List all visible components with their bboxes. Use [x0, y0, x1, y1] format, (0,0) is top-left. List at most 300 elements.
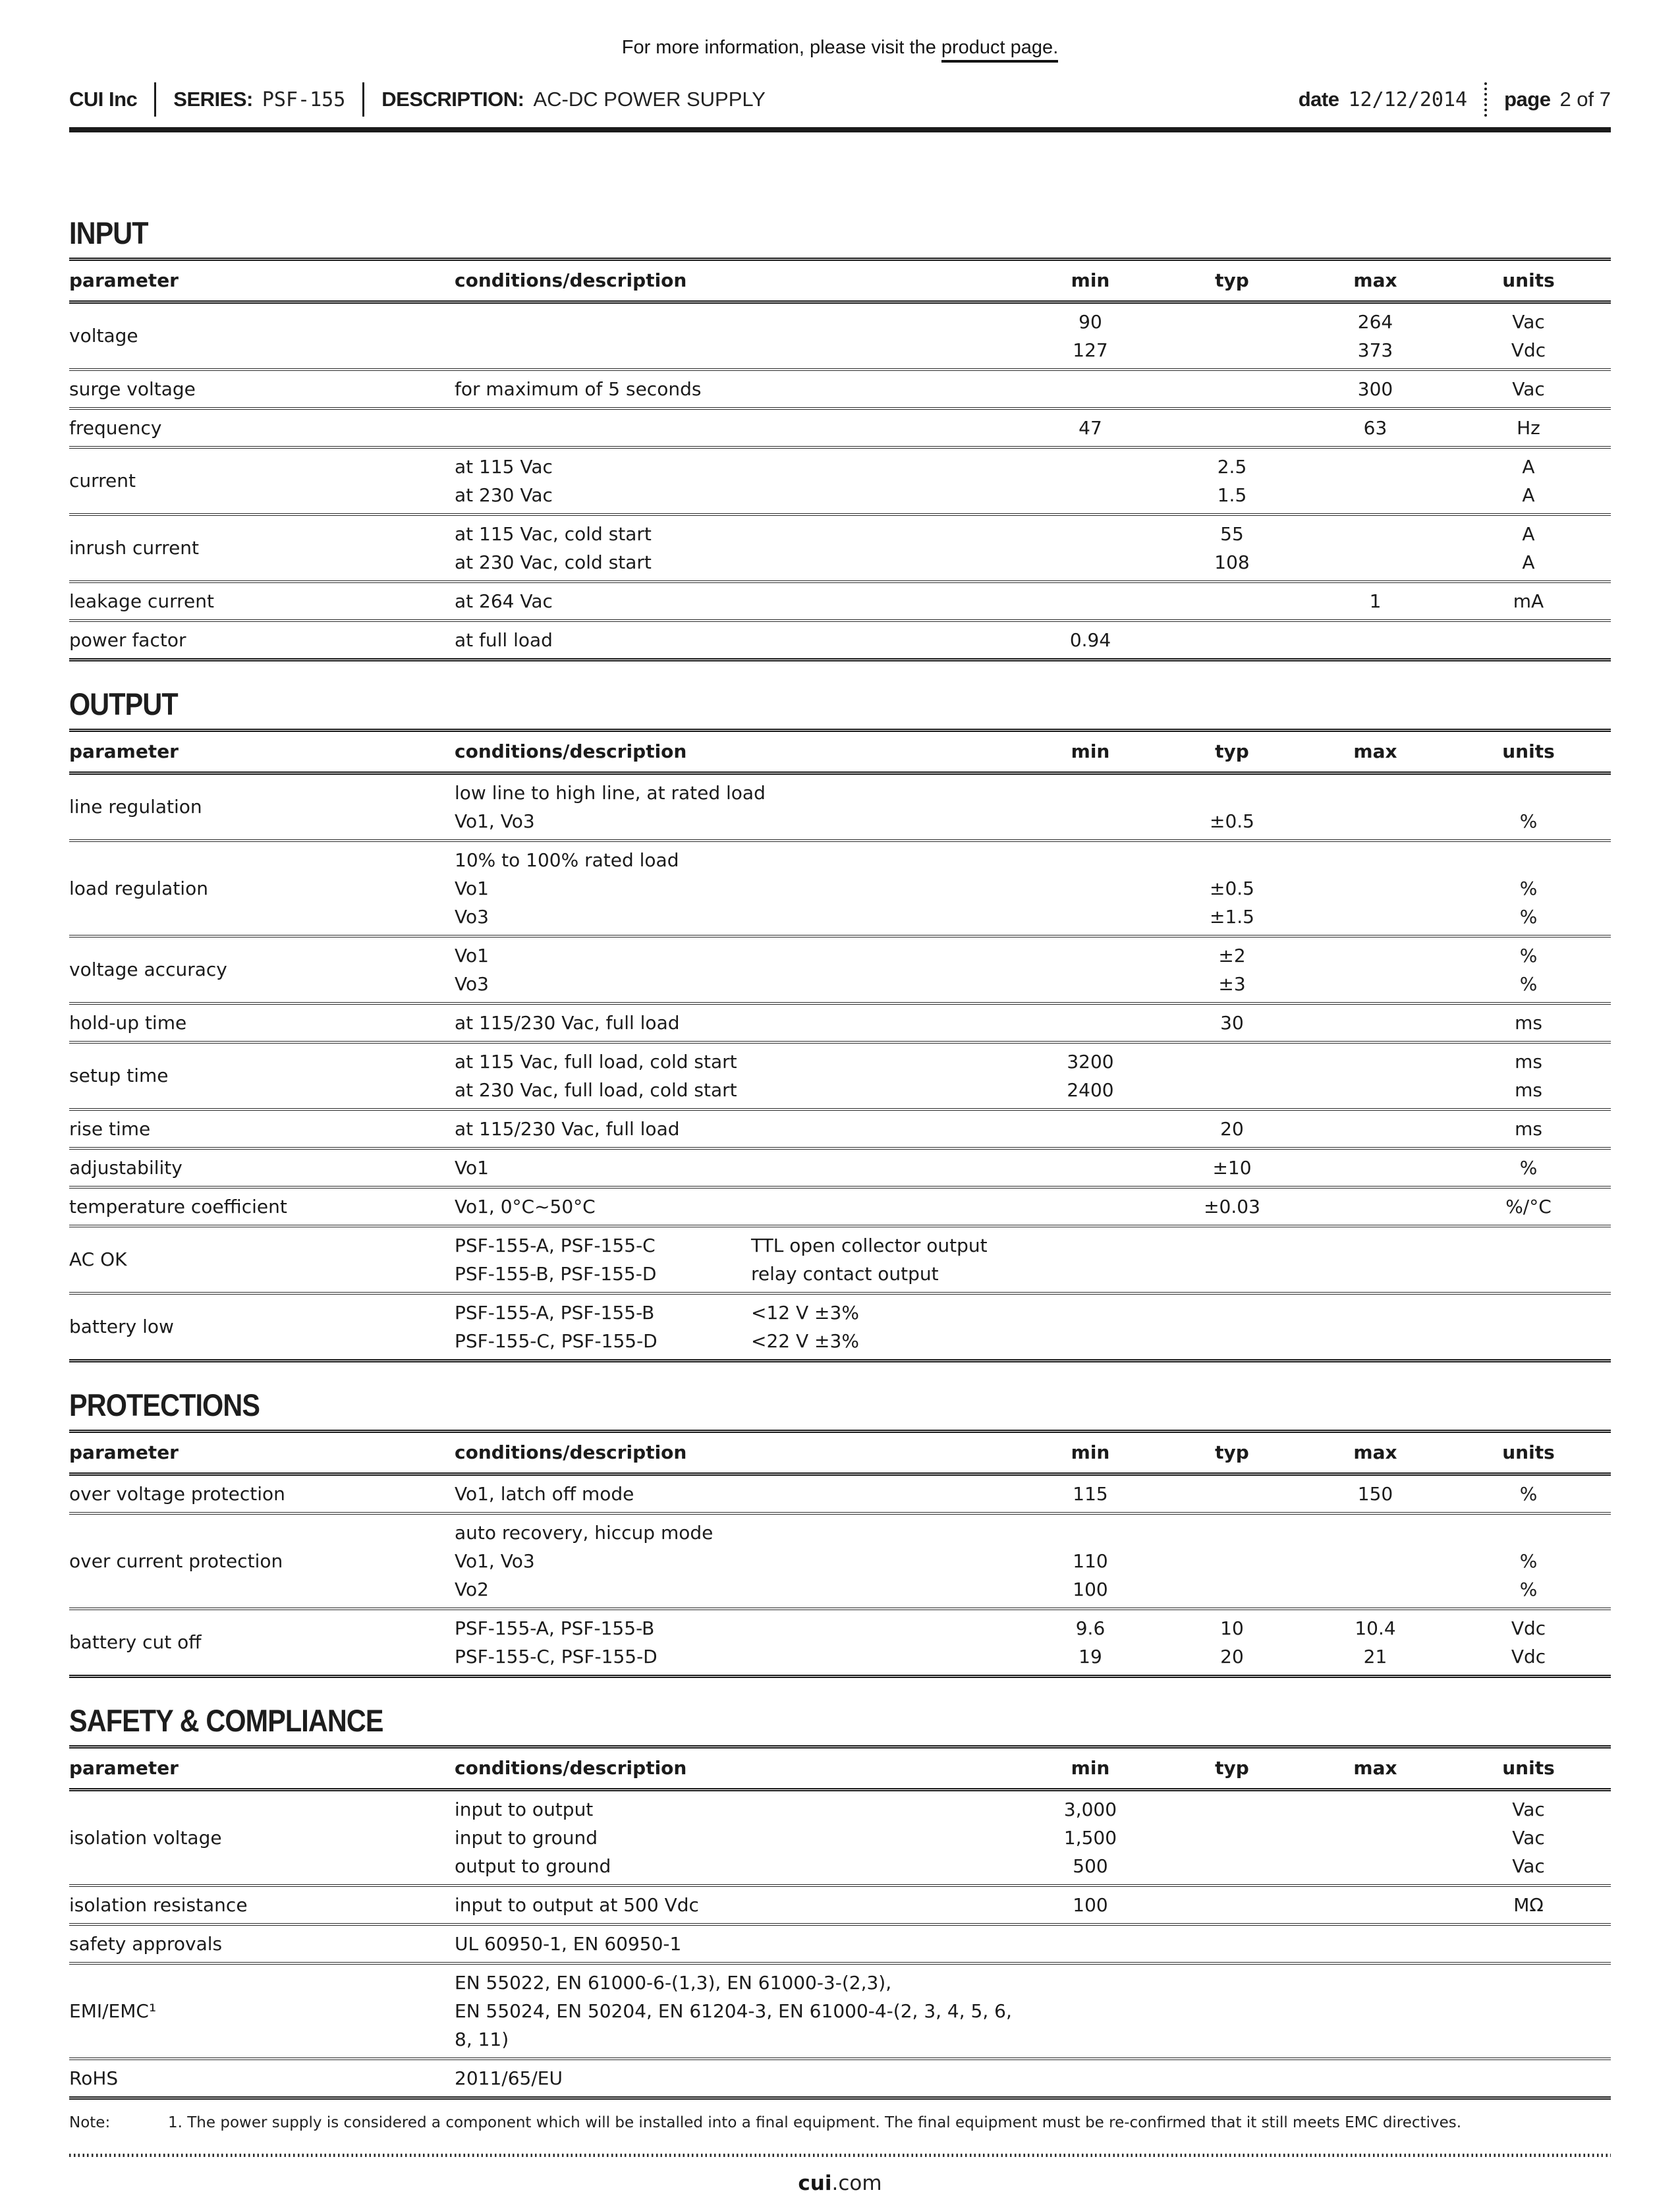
condition-models: PSF-155-B, PSF-155-D: [455, 1263, 657, 1285]
conditions-cell: Vo1: [455, 1157, 489, 1179]
parameter-cell: AC OK: [69, 1248, 127, 1270]
parameter-cell: adjustability: [69, 1156, 182, 1179]
table-row: [69, 1515, 1611, 1610]
table-header-row: [69, 1433, 1611, 1476]
max-value: [1304, 1997, 1446, 2054]
units-value: ms: [1515, 1012, 1542, 1034]
table-row: [69, 1227, 1611, 1295]
typ-value: [1160, 1547, 1304, 1575]
min-value: 0.94: [1069, 629, 1111, 651]
min-value: [1021, 520, 1160, 548]
max-value: [1304, 941, 1446, 970]
units-value: Hz: [1517, 417, 1540, 439]
row-line: [455, 587, 1611, 615]
note-block: [69, 2114, 1611, 2131]
row-lines: [455, 846, 1611, 931]
conditions-cell: [455, 1299, 1021, 1327]
section-input: [69, 215, 1611, 661]
max-value: 21: [1363, 1646, 1387, 1667]
series-label: SERIES:: [173, 88, 253, 111]
units-value: [1446, 1231, 1611, 1260]
column-header-conditions-description: conditions/description: [455, 269, 687, 291]
table-row: [69, 1111, 1611, 1150]
parameter-cell: safety approvals: [69, 1932, 223, 1955]
typ-value: 30: [1220, 1012, 1244, 1034]
typ-value: [1160, 779, 1304, 807]
row-line: [455, 548, 1611, 576]
parameter-cell: inrush current: [69, 537, 200, 559]
max-value: [1304, 1076, 1446, 1104]
conditions-cell: at 230 Vac, cold start: [455, 551, 652, 573]
conditions-cell: input to output: [455, 1799, 594, 1820]
typ-value: [1160, 1480, 1304, 1508]
conditions-cell: Vo3: [455, 906, 489, 928]
min-value: [1021, 481, 1160, 509]
max-value: [1304, 903, 1446, 931]
typ-value: 20: [1220, 1118, 1244, 1140]
min-value: [1021, 1115, 1160, 1143]
typ-value: [1160, 1969, 1304, 1997]
min-value: 500: [1073, 1855, 1108, 1877]
typ-value: [1160, 846, 1304, 874]
min-value: [1021, 1231, 1160, 1260]
footer-url: [69, 2171, 1611, 2195]
max-value: [1304, 1891, 1446, 1919]
typ-value: [1160, 1930, 1304, 1958]
min-value: 127: [1073, 339, 1108, 361]
table-row: [69, 1005, 1611, 1044]
header-rule: [69, 127, 1611, 132]
min-value: [1021, 941, 1160, 970]
row-lines: [455, 1795, 1611, 1880]
units-value: A: [1522, 523, 1535, 545]
description-value: AC-DC POWER SUPPLY: [533, 88, 766, 111]
max-value: [1304, 1824, 1446, 1852]
column-header-units: units: [1502, 269, 1555, 291]
section-output: [69, 686, 1611, 1362]
max-value: [1304, 874, 1446, 903]
min-value: 110: [1073, 1550, 1108, 1572]
min-value: [1021, 1009, 1160, 1037]
typ-value: ±3: [1218, 973, 1246, 995]
max-value: [1304, 1115, 1446, 1143]
parameter-cell: EMI/EMC¹: [69, 2000, 157, 2022]
typ-value: [1160, 587, 1304, 615]
row-line: [455, 1192, 1611, 1221]
row-lines: [455, 1480, 1611, 1508]
units-value: A: [1522, 456, 1535, 478]
min-value: 3,000: [1063, 1799, 1117, 1820]
date-label: date: [1298, 88, 1339, 111]
typ-value: [1160, 626, 1304, 654]
table-row: [69, 1791, 1611, 1887]
row-line: [455, 1048, 1611, 1076]
section-title: SAFETY & COMPLIANCE: [69, 1703, 383, 1738]
conditions-cell: EN 55022, EN 61000-6-(1,3), EN 61000-3-(2,3),: [455, 1972, 892, 1994]
max-value: [1304, 1048, 1446, 1076]
section-title: PROTECTIONS: [69, 1387, 260, 1422]
row-line: [455, 1930, 1611, 1958]
row-lines: [455, 587, 1611, 615]
min-value: [1021, 903, 1160, 931]
typ-value: [1160, 1891, 1304, 1919]
table-row: [69, 371, 1611, 410]
parameter-cell: leakage current: [69, 590, 214, 612]
row-lines: [455, 1009, 1611, 1037]
units-value: [1446, 779, 1611, 807]
column-header-conditions-description: conditions/description: [455, 1441, 687, 1463]
row-line: [455, 1824, 1611, 1852]
typ-value: ±0.03: [1204, 1196, 1260, 1217]
condition-models: PSF-155-C, PSF-155-D: [455, 1330, 658, 1352]
max-value: [1304, 807, 1446, 835]
max-value: [1304, 520, 1446, 548]
column-header-max: max: [1353, 1757, 1397, 1779]
conditions-cell: [455, 308, 1021, 336]
max-value: [1304, 1299, 1446, 1327]
min-value: [1021, 1930, 1160, 1958]
typ-value: [1160, 1824, 1304, 1852]
min-value: 100: [1073, 1579, 1108, 1600]
column-header-min: min: [1071, 741, 1110, 762]
units-value: Vac: [1512, 1855, 1545, 1877]
page-label: page: [1504, 88, 1551, 111]
units-value: Vac: [1512, 1827, 1545, 1849]
parameter-cell: surge voltage: [69, 378, 196, 400]
parameter-cell: isolation resistance: [69, 1893, 248, 1916]
table-row: [69, 516, 1611, 583]
parameter-cell: load regulation: [69, 877, 208, 899]
max-value: [1304, 1930, 1446, 1958]
conditions-cell: Vo3: [455, 973, 489, 995]
conditions-cell: Vo1, Vo3: [455, 810, 535, 832]
row-line: [455, 874, 1611, 903]
min-value: [1021, 587, 1160, 615]
row-line: [455, 779, 1611, 807]
conditions-cell: EN 55024, EN 50204, EN 61204-3, EN 61000-4-(2, 3, 4, 5, 6, 8, 11): [455, 2000, 1012, 2050]
header-left-group: [69, 82, 766, 117]
units-value: Vdc: [1511, 1646, 1546, 1667]
typ-value: [1160, 1997, 1304, 2054]
units-value: [1446, 1299, 1611, 1327]
parameter-cell: power factor: [69, 629, 186, 651]
sections: [69, 215, 1611, 2100]
units-value: %/°C: [1505, 1196, 1552, 1217]
typ-value: ±0.5: [1210, 810, 1254, 832]
column-header-units: units: [1502, 1757, 1555, 1779]
row-line: [455, 1231, 1611, 1260]
typ-value: 1.5: [1217, 484, 1247, 506]
min-value: [1021, 1192, 1160, 1221]
table-row: [69, 622, 1611, 658]
header-divider: [362, 82, 364, 117]
units-value: [1446, 1327, 1611, 1355]
min-value: [1021, 1969, 1160, 1997]
conditions-cell: Vo2: [455, 1579, 489, 1600]
series-value: PSF-155: [262, 88, 346, 111]
conditions-cell: input to ground: [455, 1827, 598, 1849]
units-value: [1446, 1519, 1611, 1547]
conditions-cell: Vo1: [455, 945, 489, 966]
max-value: [1304, 1231, 1446, 1260]
conditions-cell: 10% to 100% rated load: [455, 849, 679, 871]
parameter-cell: RoHS: [69, 2067, 119, 2089]
conditions-cell: at 264 Vac: [455, 590, 553, 612]
product-page-link[interactable]: product page.: [941, 37, 1058, 63]
row-line: [455, 453, 1611, 481]
conditions-cell: Vo1, Vo3: [455, 1550, 535, 1572]
conditions-cell: at 115/230 Vac, full load: [455, 1012, 680, 1034]
section-title: OUTPUT: [69, 686, 178, 721]
units-value: Vac: [1512, 311, 1545, 333]
conditions-cell: PSF-155-C, PSF-155-D: [455, 1646, 658, 1667]
units-value: %: [1519, 973, 1538, 995]
row-lines: [455, 1231, 1611, 1288]
conditions-cell: 2011/65/EU: [455, 2067, 563, 2089]
min-value: [1021, 1519, 1160, 1547]
condition-description: <22 V ±3%: [751, 1330, 859, 1352]
max-value: [1304, 481, 1446, 509]
min-value: 1,500: [1063, 1827, 1117, 1849]
row-line: [455, 1614, 1611, 1642]
info-line: [0, 37, 1680, 59]
min-value: 90: [1078, 311, 1102, 333]
conditions-cell: Vo1, latch off mode: [455, 1483, 634, 1505]
conditions-cell: PSF-155-A, PSF-155-B: [455, 1617, 655, 1639]
condition-description: <12 V ±3%: [751, 1302, 859, 1324]
max-value: 373: [1357, 339, 1393, 361]
section-title: INPUT: [69, 215, 148, 250]
column-header-min: min: [1071, 1441, 1110, 1463]
min-value: 100: [1073, 1894, 1108, 1916]
units-value: A: [1522, 484, 1535, 506]
max-value: [1304, 2064, 1446, 2092]
table-row: [69, 1965, 1611, 2060]
row-lines: [455, 1519, 1611, 1604]
min-value: 2400: [1067, 1079, 1114, 1101]
units-value: [1446, 2064, 1611, 2092]
row-line: [455, 1852, 1611, 1880]
row-line: [455, 1891, 1611, 1919]
conditions-cell: [455, 414, 1021, 442]
min-value: [1021, 453, 1160, 481]
typ-value: [1160, 1575, 1304, 1604]
table-header-row: [69, 261, 1611, 304]
row-lines: [455, 941, 1611, 998]
max-value: [1304, 779, 1446, 807]
min-value: [1021, 375, 1160, 403]
max-value: [1304, 1795, 1446, 1824]
row-lines: [455, 1048, 1611, 1104]
column-header-max: max: [1353, 269, 1397, 291]
typ-value: 2.5: [1217, 456, 1247, 478]
column-header-conditions-description: conditions/description: [455, 1757, 687, 1779]
row-line: [455, 1154, 1611, 1182]
table-header-row: [69, 1749, 1611, 1791]
column-header-typ: typ: [1215, 269, 1249, 291]
table-row: [69, 938, 1611, 1005]
row-line: [455, 1076, 1611, 1104]
typ-value: [1160, 1048, 1304, 1076]
table-row: [69, 2060, 1611, 2096]
units-value: %: [1519, 945, 1538, 966]
parameter-cell: voltage accuracy: [69, 959, 227, 980]
row-lines: [455, 1930, 1611, 1958]
document-header: [69, 82, 1611, 117]
min-value: [1021, 807, 1160, 835]
conditions-cell: at 115/230 Vac, full load: [455, 1118, 680, 1140]
units-value: %: [1519, 906, 1538, 928]
date-value: 12/12/2014: [1348, 88, 1468, 111]
max-value: [1304, 1547, 1446, 1575]
conditions-cell: at 230 Vac: [455, 484, 553, 506]
min-value: 19: [1078, 1646, 1102, 1667]
max-value: [1304, 548, 1446, 576]
row-line: [455, 1115, 1611, 1143]
header-dotted-divider: [1484, 82, 1487, 117]
spec-table: [69, 258, 1611, 661]
column-header-units: units: [1502, 741, 1555, 762]
header-divider: [154, 82, 156, 117]
row-lines: [455, 1299, 1611, 1355]
table-row: [69, 1189, 1611, 1227]
table-row: [69, 1044, 1611, 1111]
units-value: [1446, 1930, 1611, 1958]
max-value: 63: [1363, 417, 1387, 439]
typ-value: [1160, 1852, 1304, 1880]
table-header-row: [69, 732, 1611, 775]
min-value: [1021, 1154, 1160, 1182]
parameter-cell: setup time: [69, 1065, 169, 1086]
row-line: [455, 1519, 1611, 1547]
table-row: [69, 1926, 1611, 1965]
row-line: [455, 308, 1611, 336]
row-line: [455, 941, 1611, 970]
max-value: [1304, 1260, 1446, 1288]
min-value: [1021, 874, 1160, 903]
column-header-max: max: [1353, 741, 1397, 762]
table-row: [69, 304, 1611, 371]
spec-table: [69, 1745, 1611, 2100]
conditions-cell: UL 60950-1, EN 60950-1: [455, 1933, 682, 1955]
min-value: [1021, 846, 1160, 874]
row-lines: [455, 308, 1611, 364]
row-lines: [455, 453, 1611, 509]
conditions-cell: at 115 Vac: [455, 456, 553, 478]
units-value: %: [1519, 1483, 1538, 1505]
units-value: [1446, 846, 1611, 874]
row-line: [455, 481, 1611, 509]
conditions-cell: [455, 1327, 1021, 1355]
min-value: 47: [1078, 417, 1102, 439]
info-line-text: For more information, please visit the: [621, 37, 941, 58]
typ-value: 108: [1214, 551, 1250, 573]
table-row: [69, 1476, 1611, 1515]
typ-value: [1160, 414, 1304, 442]
description-label: DESCRIPTION:: [381, 88, 524, 111]
row-lines: [455, 414, 1611, 442]
conditions-cell: [455, 1231, 1021, 1260]
units-value: Vac: [1512, 378, 1545, 400]
row-line: [455, 903, 1611, 931]
condition-description: relay contact output: [751, 1263, 939, 1285]
row-line: [455, 626, 1611, 654]
units-value: [1446, 626, 1611, 654]
min-value: 115: [1073, 1483, 1108, 1505]
row-line: [455, 375, 1611, 403]
table-row: [69, 842, 1611, 938]
min-value: 3200: [1067, 1051, 1114, 1073]
row-line: [455, 1575, 1611, 1604]
footer-brand-rest: .com: [831, 2171, 882, 2195]
row-line: [455, 1009, 1611, 1037]
section-safety-compliance: [69, 1703, 1611, 2100]
units-value: MΩ: [1513, 1894, 1544, 1916]
column-header-min: min: [1071, 1757, 1110, 1779]
min-value: [1021, 970, 1160, 998]
max-value: 1: [1369, 590, 1382, 612]
min-value: [1021, 1299, 1160, 1327]
table-row: [69, 1150, 1611, 1189]
parameter-cell: voltage: [69, 325, 138, 347]
row-line: [455, 1969, 1611, 1997]
conditions-cell: at 230 Vac, full load, cold start: [455, 1079, 737, 1101]
row-lines: [455, 1115, 1611, 1143]
units-value: Vdc: [1511, 1617, 1546, 1639]
typ-value: [1160, 1327, 1304, 1355]
min-value: [1021, 1260, 1160, 1288]
conditions-cell: at full load: [455, 629, 553, 651]
column-header-parameter: parameter: [69, 1757, 179, 1779]
conditions-cell: auto recovery, hiccup mode: [455, 1522, 714, 1544]
column-header-typ: typ: [1215, 1441, 1249, 1463]
parameter-cell: frequency: [69, 416, 162, 439]
units-value: ms: [1515, 1118, 1542, 1140]
units-value: ms: [1515, 1079, 1542, 1101]
row-line: [455, 1547, 1611, 1575]
row-lines: [455, 779, 1611, 835]
max-value: [1304, 1327, 1446, 1355]
section-protections: [69, 1387, 1611, 1678]
conditions-cell: at 115 Vac, cold start: [455, 523, 652, 545]
column-header-min: min: [1071, 269, 1110, 291]
max-value: 300: [1357, 378, 1393, 400]
parameter-cell: over current protection: [69, 1550, 283, 1572]
units-value: ms: [1515, 1051, 1542, 1073]
typ-value: ±1.5: [1210, 906, 1254, 928]
max-value: [1304, 1009, 1446, 1037]
units-value: %: [1519, 878, 1538, 899]
units-value: %: [1519, 810, 1538, 832]
max-value: 264: [1357, 311, 1393, 333]
parameter-cell: line regulation: [69, 796, 202, 818]
row-lines: [455, 1614, 1611, 1671]
row-lines: [455, 1891, 1611, 1919]
row-line: [455, 414, 1611, 442]
typ-value: ±10: [1212, 1157, 1252, 1179]
typ-value: [1160, 375, 1304, 403]
row-lines: [455, 1154, 1611, 1182]
table-row: [69, 775, 1611, 842]
typ-value: [1160, 1299, 1304, 1327]
column-header-parameter: parameter: [69, 741, 179, 762]
note-text: 1. The power supply is considered a component which will be installed into a final equipment. The final equipment must be re-confirmed that it still meets EMC directives.: [168, 2114, 1462, 2131]
note-label: Note:: [69, 2114, 111, 2131]
condition-models: PSF-155-A, PSF-155-B: [455, 1302, 655, 1324]
max-value: [1304, 453, 1446, 481]
table-row: [69, 1610, 1611, 1675]
units-value: %: [1519, 1579, 1538, 1600]
